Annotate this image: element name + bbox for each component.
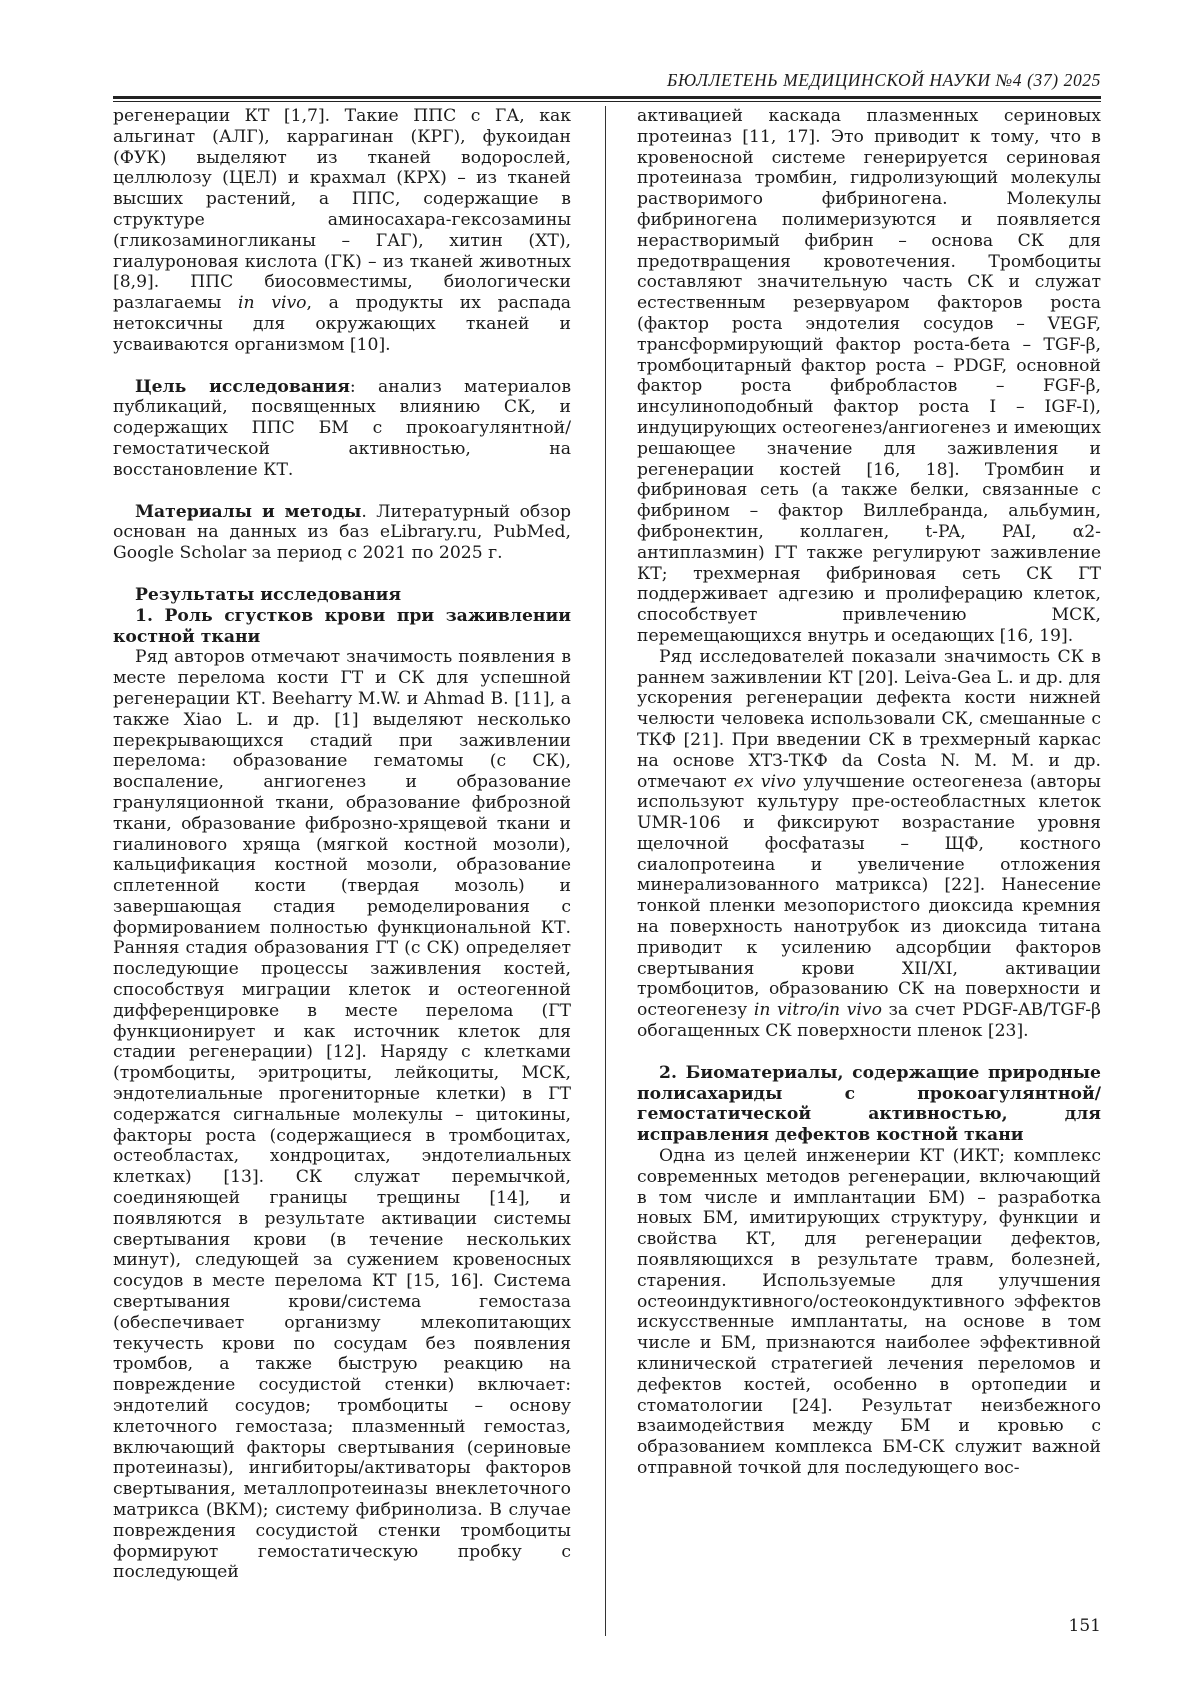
paragraph-clotting-continued: активацией каскада плазменных сериновых протеиназ [11, 17]. Это приводит к тому, что в кровеносной системе генерируется сериновая протеиназа тромбин, гидролизующий молекулы растворимого фибриногена. Молекулы фибриногена полимеризуются и появляется нерастворимый фибрин – основа СК для предотвращения кровотечения. Тромбоциты составляют значительную часть СК и служат естественным резервуаром факторов роста (фактор роста эндотелия сосудов – VEGF, трансформирующий фактор роста-бета – TGF-β, тромбоцитарный фактор роста – PDGF, основной фактор роста фибробластов – FGF-β, инсулиноподобный фактор роста I – IGF-I), индуцирующих остеогенез/ангиогенез и имеющих решающее значение для заживления и регенерации костей [16, 18]. Тромбин и фибриновая сеть (а также белки, связанные с фибрином – фактор Виллебранда, альбумин, фибронектин, коллаген, t-PA, PAI, α2-антиплазмин) ГТ также регулируют заживление КТ; трехмерная фибриновая сеть СК ГТ поддерживает адгезию и пролиферацию клеток, способствует привлечению МСК, перемещающихся внутрь и оседающих [16, 19]. bbox=[637, 106, 1101, 646]
header-rule-thick bbox=[113, 96, 1101, 99]
column-divider bbox=[605, 106, 606, 1636]
paragraph-aim: Цель исследования: анализ материалов публикаций, посвященных влиянию СК, и содержащих ППС БМ с прокоагулянтной/гемостатической активностью, на восстановление КТ. bbox=[113, 376, 571, 480]
paragraph-intro-continued: регенерации КТ [1,7]. Такие ППС с ГА, как альгинат (АЛГ), каррагинан (КРГ), фукоидан (ФУК) выделяют из тканей водорослей, целлюлозу (ЦЕЛ) и крахмал (КРХ) – из тканей высших растений, а ППС, содержащие в структуре аминосахара-гексозамины (гликозаминогликаны – ГАГ), хитин (ХТ), гиалуроновая кислота (ГК) – из тканей животных [8,9]. ППС биосовместимы, биологически разлагаемы in vivo, а продукты их распада нетоксичны для окружающих тканей и усваиваются организмом [10]. bbox=[113, 106, 571, 355]
paragraph-clot-studies: Ряд исследователей показали значимость СК в раннем заживлении КТ [20]. Leiva-Gea L. и др. для ускорения регенерации дефекта кости нижней челюсти человека использовали СК, смешанные с ТКФ [21]. При введении СК в трехмерный каркас на основе ХТЗ-ТКФ da Costa N. M. M. и др. отмечают ex vivo улучшение остеогенеза (авторы используют культуру пре-остеобластных клеток UMR-106 и фиксируют возрастание уровня щелочной фосфатазы – ЩФ, костного сиалопротеина и увеличение отложения минерализованного матрикса) [22]. Нанесение тонкой пленки мезопористого диоксида кремния на поверхность нанотрубок из диоксида титана приводит к усилению адсорбции факторов свертывания крови XII/XI, активации тромбоцитов, образованию СК на поверхности и остеогенезу in vitro/in vivo за счет PDGF-AB/TGF-β обогащенных СК поверхности пленок [23]. bbox=[637, 646, 1101, 1042]
journal-header: БЮЛЛЕТЕНЬ МЕДИЦИНСКОЙ НАУКИ №4 (37) 2025 bbox=[667, 70, 1101, 90]
aim-label: Цель исследования bbox=[135, 376, 350, 397]
header-rule-thin bbox=[113, 101, 1101, 102]
paragraph-methods: Материалы и методы. Литературный обзор основан на данных из баз eLibrary.ru, PubMed, Google Scholar за период с 2021 по 2025 г. bbox=[113, 501, 571, 564]
paragraph-section-1: Ряд авторов отмечают значимость появления в месте перелома кости ГТ и СК для успешной регенерации КТ. Beeharry M.W. и Ahmad B. [11], а также Xiao L. и др. [1] выделяют несколько перекрывающихся стадий при заживлении перелома: образование гематомы (с СК), воспаление, ангиогенез и образование грануляционной ткани, образование фиброзной ткани, образование фиброзно-хрящевой ткани и гиалинового хряща (мягкой костной мозоли), кальцификация костной мозоли, образование сплетенной кости (твердая мозоль) и завершающая стадия ремоделирования с формированием полностью функциональной КТ. Ранняя стадия образования ГТ (с СК) определяет последующие процессы заживления костей, способствуя миграции клеток и остеогенной дифференцировке в месте перелома (ГТ функционирует и как источник клеток для стадии регенерации) [12]. Наряду с клетками (тромбоциты, эритроциты, лейкоциты, МСК, эндотелиальные прогениторные клетки) в ГТ содержатся сигнальные молекулы – цитокины, факторы роста (содержащиеся в тромбоцитах, остеобластах, хондроцитах, эндотелиальных клетках) [13]. СК служат перемычкой, соединяющей границы трещины [14], и появляются в результате активации системы свертывания крови (в течение нескольких минут), следующей за сужением кровеносных сосудов в месте перелома КТ [15, 16]. Система свертывания крови/система гемостаза (обеспечивает организму млекопитающих текучесть крови по сосудам без появления тромбов, а также быструю реакцию на повреждение сосудистой стенки) включает: эндотелий сосудов; тромбоциты – основу клеточного гемостаза; плазменный гемостаз, включающий факторы свертывания (сериновые протеиназы), ингибиторы/активаторы факторов свертывания, металлопротеиназы внеклеточного матрикса (ВКМ); систему фибринолиза. В случае повреждения сосудистой стенки тромбоциты формируют гемостатическую пробку с последующей bbox=[113, 647, 571, 1583]
page-number: 151 bbox=[1068, 1616, 1101, 1636]
right-column bbox=[637, 106, 1101, 1479]
section-1-heading: 1. Роль сгустков крови при заживлении костной ткани bbox=[113, 605, 571, 647]
results-heading: Результаты исследования bbox=[135, 584, 402, 605]
left-column bbox=[113, 106, 571, 1583]
paragraph-section-2: Одна из целей инженерии КТ (ИКТ; комплекс современных методов регенерации, включающий в том числе и имплантации БМ) – разработка новых БМ, имитирующих структуру, функции и свойства КТ, для регенерации дефектов, появляющихся в результате травм, болезней, старения. Используемые для улучшения остеоиндуктивного/остеокондуктивного эффектов искусственные имплантаты, на основе в том числе и БМ, признаются наиболее эффективной клинической стратегией лечения переломов и дефектов костей, особенно в ортопедии и стоматологии [24]. Результат неизбежного взаимодействия между БМ и кровью с образованием комплекса БМ-СК служит важной отправной точкой для последующего вос- bbox=[637, 1146, 1101, 1478]
section-2-heading: 2. Биоматериалы, содержащие природные полисахариды с прокоагулянтной/гемостатической активностью, для исправления дефектов костной ткани bbox=[637, 1062, 1101, 1146]
methods-label: Материалы и методы bbox=[135, 501, 362, 522]
